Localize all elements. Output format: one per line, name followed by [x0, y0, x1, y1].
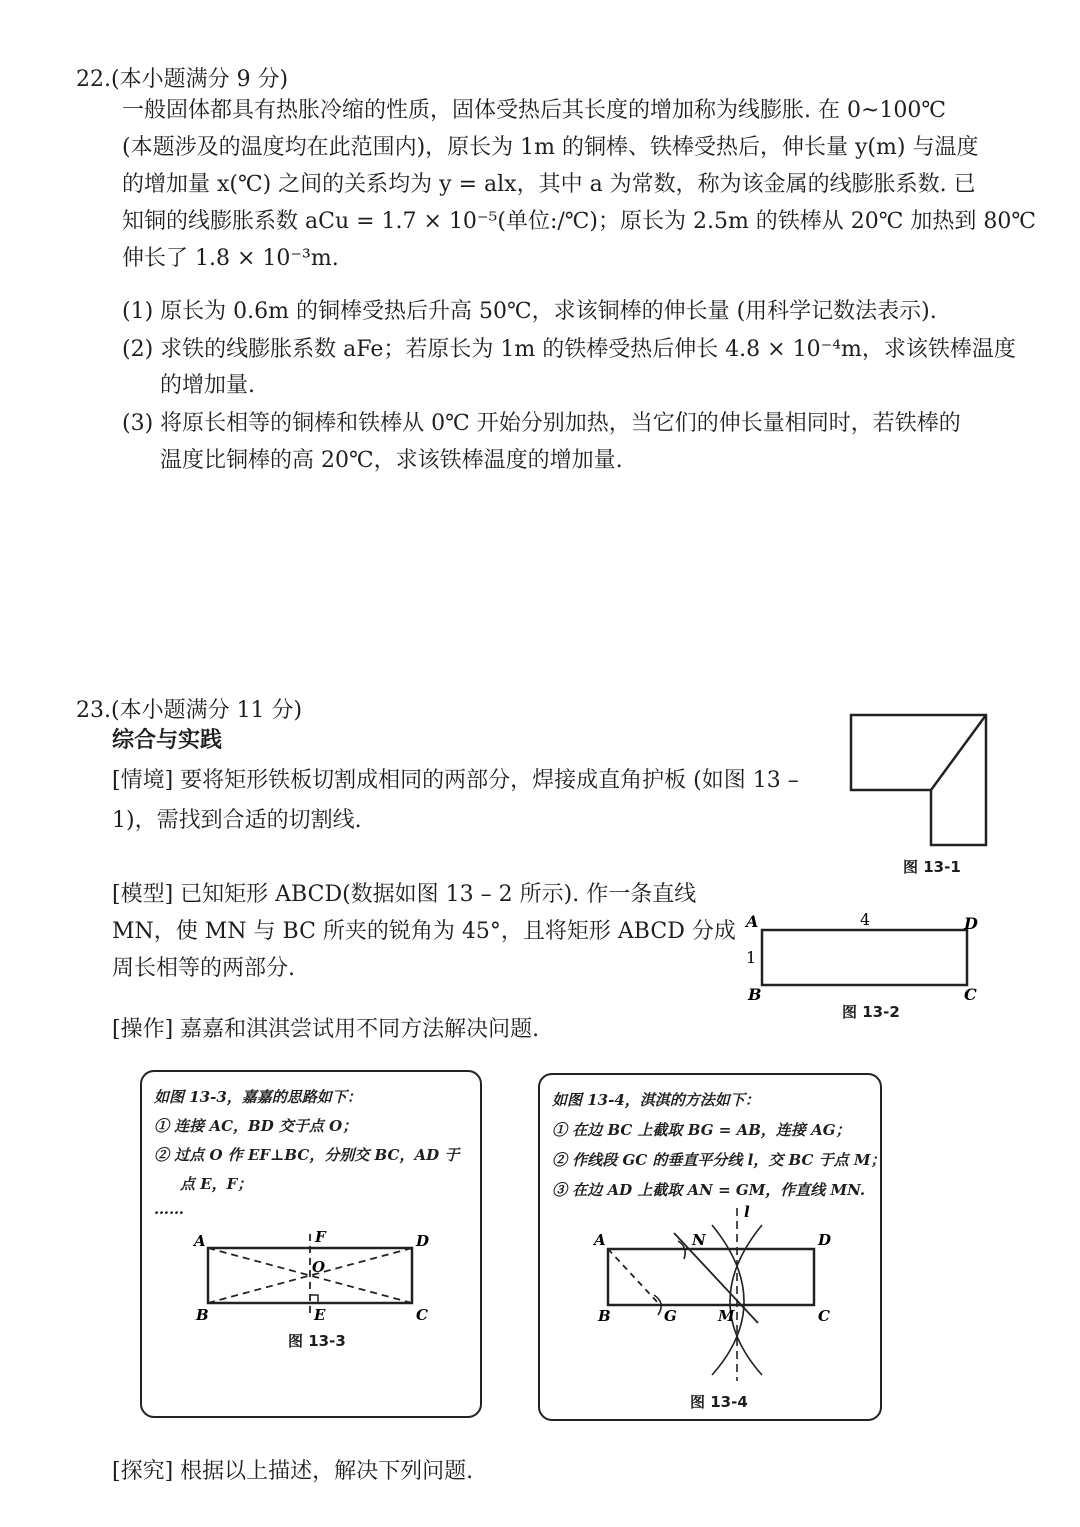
- fig2-dimension-top: 4: [860, 910, 871, 929]
- q23-model-a: [模型] 已知矩形 ABCD(数据如图 13 – 2 所示). 作一条直线: [112, 882, 697, 907]
- q22-line-3: 的增加量 x(℃) 之间的关系均为 y = alx，其中 a 为常数，称为该金属的线膨胀系数. 已: [122, 172, 976, 197]
- fig3-label-e: E: [314, 1306, 326, 1324]
- segment-ag: [608, 1249, 660, 1305]
- figure-13-4-caption: 图 13-4: [690, 1393, 748, 1411]
- q22-line-2: (本题涉及的温度均在此范围内)，原长为 1m 的铜棒、铁棒受热后，伸长量 y(m) 与温度: [122, 135, 979, 160]
- q22-sub3-a: (3) 将原长相等的铜棒和铁棒从 0℃ 开始分别加热，当它们的伸长量相同时，若铁棒的: [122, 411, 961, 436]
- rect-abcd-13-4: [608, 1249, 814, 1305]
- q23-header: 23.(本小题满分 11 分): [76, 698, 303, 723]
- fig4-label-m: M: [718, 1307, 735, 1325]
- q23-operation: [操作] 嘉嘉和淇淇尝试用不同方法解决问题.: [112, 1017, 540, 1042]
- q23-situation-a: [情境] 要将矩形铁板切割成相同的两部分，焊接成直角护板 (如图 13 –: [112, 768, 799, 793]
- fig4-label-g: G: [664, 1307, 677, 1325]
- q22-line-5: 伸长了 1.8 × 10⁻³m.: [122, 246, 339, 271]
- q23-model-b: MN，使 MN 与 BC 所夹的锐角为 45°，且将矩形 ABCD 分成: [112, 919, 736, 944]
- figure-13-1-caption: 图 13-1: [903, 858, 961, 876]
- line-mn: [674, 1233, 758, 1323]
- fig2-dimension-left: 1: [746, 948, 757, 967]
- q22-sub3-b: 温度比铜棒的高 20℃，求该铁棒温度的增加量.: [160, 448, 623, 473]
- fig4-label-a: A: [594, 1231, 606, 1249]
- q22-header: 22.(本小题满分 9 分): [76, 67, 289, 92]
- box3-line-4: 点 E，F；: [180, 1175, 253, 1193]
- fig3-label-o: O: [312, 1258, 326, 1276]
- q23-model-c: 周长相等的两部分.: [112, 956, 295, 981]
- box3-line-3: ② 过点 O 作 EF⊥BC，分别交 BC，AD 于: [154, 1146, 460, 1164]
- fig3-label-a: A: [194, 1232, 206, 1250]
- fig3-label-c: C: [416, 1306, 428, 1324]
- fig2-label-a: A: [746, 912, 759, 931]
- rect-abcd: [762, 930, 967, 985]
- q23-explore: [探究] 根据以上描述，解决下列问题.: [112, 1459, 474, 1484]
- fig2-label-c: C: [964, 985, 977, 1004]
- fig4-label-d: D: [818, 1231, 832, 1249]
- fig4-label-b: B: [598, 1307, 611, 1325]
- fig4-label-c: C: [818, 1307, 830, 1325]
- box4-line-3: ② 作线段 GC 的垂直平分线 l，交 BC 于点 M；: [552, 1151, 886, 1169]
- fig2-label-d: D: [964, 914, 978, 933]
- figure-13-3-diagram: [182, 1222, 442, 1342]
- box3-line-5: ……: [154, 1200, 184, 1218]
- cut-diagonal: [931, 715, 986, 790]
- figure-13-3-caption: 图 13-3: [288, 1332, 346, 1350]
- fig2-label-b: B: [748, 985, 762, 1004]
- box4-line-2: ① 在边 BC 上截取 BG = AB，连接 AG；: [552, 1121, 851, 1139]
- q23-section-title: 综合与实践: [112, 728, 223, 753]
- q22-line-1: 一般固体都具有热胀冷缩的性质，固体受热后其长度的增加称为线膨胀. 在 0~100℃: [122, 98, 947, 123]
- q23-situation-b: 1)，需找到合适的切割线.: [112, 808, 362, 833]
- box4-line-1: 如图 13-4，淇淇的方法如下：: [552, 1091, 760, 1109]
- figure-13-2: [740, 905, 985, 1005]
- fig3-label-f: F: [315, 1228, 326, 1246]
- figure-13-4-diagram: [580, 1203, 870, 1393]
- figure-13-4-box: [538, 1073, 886, 1421]
- fig3-label-b: B: [196, 1306, 209, 1324]
- arc-left: [730, 1225, 762, 1375]
- fig4-label-l: l: [744, 1203, 750, 1221]
- q22-sub2-b: 的增加量.: [160, 373, 255, 398]
- box3-line-2: ① 连接 AC，BD 交于点 O；: [154, 1117, 358, 1135]
- figure-13-1: [846, 710, 996, 860]
- q22-line-4: 知铜的线膨胀系数 aCu = 1.7 × 10⁻⁵(单位:/℃)；原长为 2.5m 的铁棒从 20℃ 加热到 80℃: [122, 209, 1036, 234]
- box3-line-1: 如图 13-3，嘉嘉的思路如下：: [154, 1088, 362, 1106]
- q22-sub2-a: (2) 求铁的线膨胀系数 aFe；若原长为 1m 的铁棒受热后伸长 4.8 × 10⁻⁴m，求该铁棒温度: [122, 337, 1016, 362]
- arc-right: [712, 1225, 744, 1375]
- figure-13-2-caption: 图 13-2: [842, 1003, 900, 1021]
- figure-13-3-box: [140, 1070, 482, 1418]
- l-shape-outline: [851, 715, 986, 845]
- fig4-label-n: N: [692, 1231, 706, 1249]
- q22-sub1: (1) 原长为 0.6m 的铜棒受热后升高 50℃，求该铜棒的伸长量 (用科学记数法表示).: [122, 299, 937, 324]
- fig3-label-d: D: [416, 1232, 430, 1250]
- box4-line-4: ③ 在边 AD 上截取 AN = GM，作直线 MN.: [552, 1181, 866, 1199]
